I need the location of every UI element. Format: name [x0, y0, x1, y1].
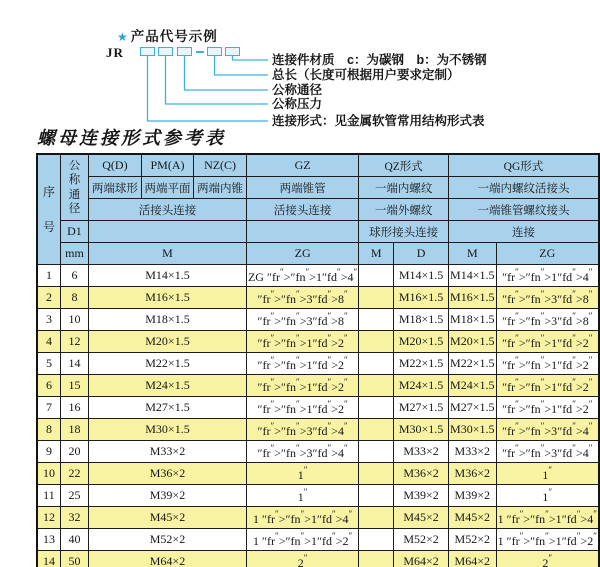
cell-seq: 8 [37, 419, 60, 441]
header-gz-sub: 两端锥管 [246, 177, 358, 199]
cell-m-thread: M14×1.5 [89, 265, 247, 287]
header-qz: QZ形式 [359, 154, 449, 177]
cell-qg-zg: ″fr″>″fn″>1″fd″>2″ [496, 331, 599, 353]
cell-qz-m [359, 331, 394, 353]
code-box-4 [207, 47, 222, 56]
cell-qg-m: M18×1.5 [448, 309, 496, 331]
cell-gz: ″fr″>″fn″>3″fd″>8″ [246, 309, 358, 331]
cell-qz-m [359, 529, 394, 551]
cell-qg-m: M39×2 [448, 485, 496, 507]
cell-dn-mm: 6 [60, 265, 88, 287]
nut-connection-table [36, 153, 600, 567]
cell-m-thread: M64×2 [89, 551, 247, 567]
header-qz-sub2: 一端外螺纹 [359, 199, 449, 221]
code-box-1 [140, 47, 155, 56]
cell-gz: 2″ [246, 551, 358, 567]
cell-seq: 9 [37, 441, 60, 463]
cell-qz-d: M64×2 [394, 551, 449, 567]
cell-dn-mm: 18 [60, 419, 88, 441]
header-qg-sub2: 一端锥管螺纹接头 [448, 199, 599, 221]
header-pm-sub: 两端平面 [141, 177, 193, 199]
header-gz: GZ [246, 154, 358, 177]
code-dash-icon [196, 51, 204, 53]
cell-qg-m: M16×1.5 [448, 287, 496, 309]
cell-qg-m: M24×1.5 [448, 375, 496, 397]
header-union: 活接头连接 [89, 199, 247, 221]
code-label-length: 总长（长度可根据用户要求定制） [272, 68, 460, 82]
cell-qg-m: M36×2 [448, 463, 496, 485]
cell-qg-zg: 1″ [496, 485, 599, 507]
cell-qz-m [359, 287, 394, 309]
cell-dn-mm: 22 [60, 463, 88, 485]
header-qg-m: M [448, 243, 496, 265]
cell-qz-d: M27×1.5 [394, 397, 449, 419]
table-row [37, 331, 599, 353]
cell-m-thread: M18×1.5 [89, 309, 247, 331]
header-qz-sub3: 球形接头连接 [359, 221, 449, 243]
cell-qg-zg: 1 ″fr″>″fn″>1″fd″>2″ [496, 529, 599, 551]
cell-qz-m [359, 265, 394, 287]
table-row [37, 375, 599, 397]
header-gz-union: 活接头连接 [246, 199, 358, 221]
cell-dn-mm: 40 [60, 529, 88, 551]
cell-gz: 1 ″fr″>″fn″>1″fd″>2″ [246, 529, 358, 551]
table-row [37, 507, 599, 529]
cell-qg-zg: 1″ [496, 463, 599, 485]
cell-gz: ″fr″>″fn″>1″fd″>2″ [246, 375, 358, 397]
table-row [37, 287, 599, 309]
header-qz-d: D [394, 243, 449, 265]
cell-seq: 11 [37, 485, 60, 507]
header-pm: PM(A) [141, 154, 193, 177]
header-m-wide: M [89, 243, 247, 265]
cell-qg-m: M20×1.5 [448, 331, 496, 353]
cell-qz-m [359, 309, 394, 331]
cell-qz-m [359, 551, 394, 567]
header-qz-sub1: 一端内螺纹 [359, 177, 449, 199]
diagram-title-text: 产品代号示例 [130, 29, 218, 44]
header-q: Q(D) [89, 154, 142, 177]
cell-qz-m [359, 397, 394, 419]
table-row [37, 397, 599, 419]
cell-m-thread: M36×2 [89, 463, 247, 485]
cell-dn-mm: 10 [60, 309, 88, 331]
cell-qz-d: M16×1.5 [394, 287, 449, 309]
cell-qz-m [359, 463, 394, 485]
cell-qz-m [359, 485, 394, 507]
cell-dn-mm: 25 [60, 485, 88, 507]
table-row [37, 463, 599, 485]
cell-qg-m: M45×2 [448, 507, 496, 529]
star-icon: ★ [117, 30, 129, 44]
cell-dn-mm: 20 [60, 441, 88, 463]
cell-qg-m: M30×1.5 [448, 419, 496, 441]
cell-gz: ″fr″>″fn″>1″fd″>2″ [246, 397, 358, 419]
cell-seq: 7 [37, 397, 60, 419]
table-row [37, 265, 599, 287]
cell-qz-d: M20×1.5 [394, 331, 449, 353]
header-qg-sub1: 一端内螺纹活接头 [448, 177, 599, 199]
cell-gz: ″fr″>″fn″>3″fd″>4″ [246, 419, 358, 441]
cell-seq: 5 [37, 353, 60, 375]
cell-gz: ″fr″>″fn″>1″fd″>2″ [246, 331, 358, 353]
table-row [37, 309, 599, 331]
cell-qz-d: M33×2 [394, 441, 449, 463]
table-body [37, 265, 599, 567]
cell-m-thread: M16×1.5 [89, 287, 247, 309]
code-label-pressure: 公称压力 [272, 97, 323, 111]
cell-gz: ″fr″>″fn″>3″fd″>4″ [246, 441, 358, 463]
cell-dn-mm: 32 [60, 507, 88, 529]
header-seq: 序号 [37, 154, 60, 265]
cell-m-thread: M39×2 [89, 485, 247, 507]
cell-qg-m: M14×1.5 [448, 265, 496, 287]
header-nz: NZ(C) [194, 154, 247, 177]
header-mm: mm [60, 243, 88, 265]
code-label-connection: 连接形式：见金属软管常用结构形式表 [272, 114, 485, 128]
header-qg-zg: ZG [496, 243, 599, 265]
cell-qg-m: M27×1.5 [448, 397, 496, 419]
cell-seq: 14 [37, 551, 60, 567]
cell-dn-mm: 8 [60, 287, 88, 309]
header-blank-gz [246, 221, 358, 243]
table-row [37, 529, 599, 551]
code-label-diameter: 公称通径 [272, 83, 323, 97]
cell-seq: 12 [37, 507, 60, 529]
header-dn: 公称通径 [60, 154, 88, 221]
cell-qz-m [359, 353, 394, 375]
cell-m-thread: M27×1.5 [89, 397, 247, 419]
header-q-sub: 两端球形 [89, 177, 142, 199]
code-prefix: JR [106, 45, 124, 60]
cell-m-thread: M30×1.5 [89, 419, 247, 441]
cell-seq: 10 [37, 463, 60, 485]
cell-m-thread: M20×1.5 [89, 331, 247, 353]
cell-gz: 1″ [246, 485, 358, 507]
cell-qz-m [359, 507, 394, 529]
code-box-2 [158, 47, 173, 56]
cell-qg-zg: ″fr″>″fn″>1″fd″>2″ [496, 397, 599, 419]
table-row [37, 419, 599, 441]
code-box-5 [225, 47, 240, 56]
cell-qg-m: M22×1.5 [448, 353, 496, 375]
cell-qz-d: M18×1.5 [394, 309, 449, 331]
cell-qg-m: M33×2 [448, 441, 496, 463]
code-box-3 [177, 47, 192, 56]
cell-qz-m [359, 441, 394, 463]
cell-qz-m [359, 419, 394, 441]
cell-gz: ″fr″>″fn″>1″fd″>2″ [246, 353, 358, 375]
cell-m-thread: M22×1.5 [89, 353, 247, 375]
table-title: 螺母连接形式参考表 [37, 128, 226, 149]
cell-dn-mm: 15 [60, 375, 88, 397]
cell-qz-d: M45×2 [394, 507, 449, 529]
table-header [37, 154, 599, 265]
table-row [37, 551, 599, 567]
table-row [37, 353, 599, 375]
header-d1: D1 [60, 221, 88, 243]
cell-qz-d: M39×2 [394, 485, 449, 507]
cell-qg-zg: 2″ [496, 551, 599, 567]
cell-seq: 2 [37, 287, 60, 309]
cell-qg-zg: ″fr″>″fn″>1″fd″>4″ [496, 265, 599, 287]
header-zg-gz: ZG [246, 243, 358, 265]
cell-qg-zg: ″fr″>″fn″>1″fd″>2″ [496, 375, 599, 397]
cell-seq: 1 [37, 265, 60, 287]
cell-qg-zg: ″fr″>″fn″>3″fd″>8″ [496, 309, 599, 331]
table-row [37, 441, 599, 463]
cell-qz-d: M24×1.5 [394, 375, 449, 397]
cell-seq: 4 [37, 331, 60, 353]
cell-m-thread: M52×2 [89, 529, 247, 551]
cell-qz-m [359, 375, 394, 397]
cell-gz: ZG ″fr″>″fn″>1″fd″>4″ [246, 265, 358, 287]
cell-gz: ″fr″>″fn″>3″fd″>8″ [246, 287, 358, 309]
cell-qz-d: M52×2 [394, 529, 449, 551]
cell-dn-mm: 12 [60, 331, 88, 353]
cell-seq: 13 [37, 529, 60, 551]
cell-gz: 1″ [246, 463, 358, 485]
cell-m-thread: M45×2 [89, 507, 247, 529]
cell-dn-mm: 16 [60, 397, 88, 419]
cell-qz-d: M14×1.5 [394, 265, 449, 287]
cell-seq: 6 [37, 375, 60, 397]
cell-qg-zg: ″fr″>″fn″>1″fd″>2″ [496, 353, 599, 375]
cell-qz-d: M36×2 [394, 463, 449, 485]
cell-gz: 1 ″fr″>″fn″>1″fd″>4″ [246, 507, 358, 529]
cell-qg-zg: ″fr″>″fn″>3″fd″>4″ [496, 441, 599, 463]
diagram-title [117, 25, 218, 45]
cell-qg-m: M64×2 [448, 551, 496, 567]
cell-dn-mm: 14 [60, 353, 88, 375]
header-qg-sub3: 连接 [448, 221, 599, 243]
code-label-material: 连接件材质 c：为碳钢 b：为不锈钢 [272, 53, 487, 67]
header-qg: QG形式 [448, 154, 599, 177]
cell-qg-m: M52×2 [448, 529, 496, 551]
cell-qg-zg: ″fr″>″fn″>3″fd″>4″ [496, 419, 599, 441]
header-blank-m [89, 221, 247, 243]
header-nz-sub: 两端内锥 [194, 177, 247, 199]
cell-qg-zg: 1 ″fr″>″fn″>1″fd″>4″ [496, 507, 599, 529]
cell-m-thread: M24×1.5 [89, 375, 247, 397]
cell-seq: 3 [37, 309, 60, 331]
cell-qz-d: M30×1.5 [394, 419, 449, 441]
table-row [37, 485, 599, 507]
cell-qz-d: M22×1.5 [394, 353, 449, 375]
cell-qg-zg: ″fr″>″fn″>3″fd″>8″ [496, 287, 599, 309]
cell-m-thread: M33×2 [89, 441, 247, 463]
cell-dn-mm: 50 [60, 551, 88, 567]
header-qz-m: M [359, 243, 394, 265]
